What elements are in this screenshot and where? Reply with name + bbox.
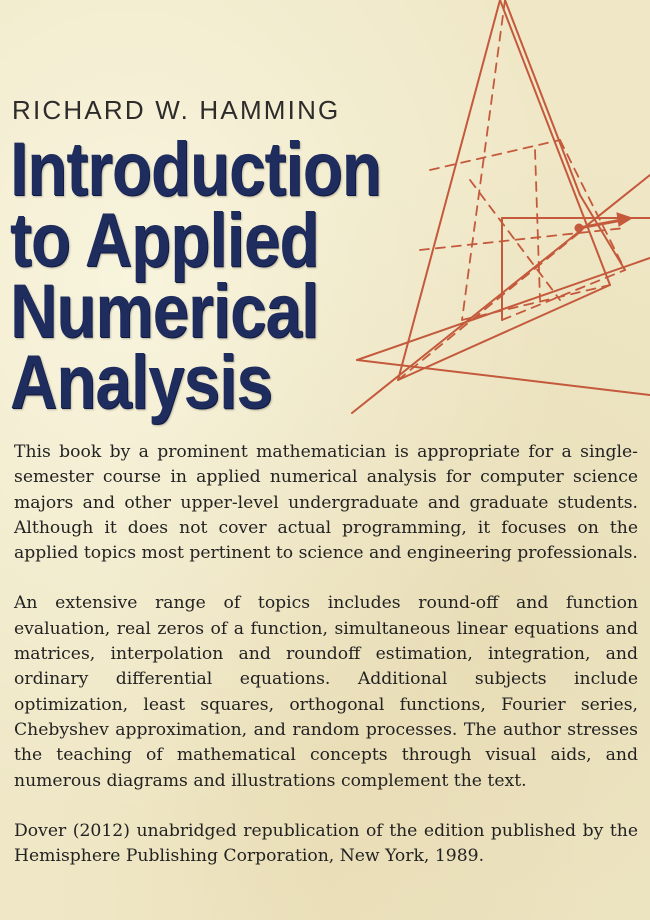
book-title [10,127,381,425]
title-line: Introduction [10,127,381,212]
description-paragraph: This book by a prominent mathematician is appropriate for a single-semester course in applied numerical analysis for computer science majors and other upper-level undergraduate and graduate students. Although it does not cover actual programming, it focuses on the applied topics most pertinent to science and engineering professionals. [14,442,638,564]
title-line: to Applied [10,198,319,283]
author-name: RICHARD W. HAMMING [12,95,341,125]
arrow-head-icon [617,213,632,226]
book-description [14,440,638,894]
title-line: Numerical [10,269,319,354]
title-line: Analysis [10,340,272,425]
publication-note: Dover (2012) unabridged republication of the edition published by the Hemisphere Publishing Corporation, New York, 1989. [14,820,638,867]
description-paragraph: An extensive range of topics includes round-off and function evaluation, real zeros of a function, simultaneous linear equations and matrices, interpolation and roundoff estimation, integration, and ordinary differential equations. Additional subjects include optimization, least squares, orthogonal functions, Fourier series, Chebyshev approximation, and random processes. The author stresses the teaching of mathematical concepts through visual aids, and numerous diagrams and illustrations complement the text. [14,593,638,791]
